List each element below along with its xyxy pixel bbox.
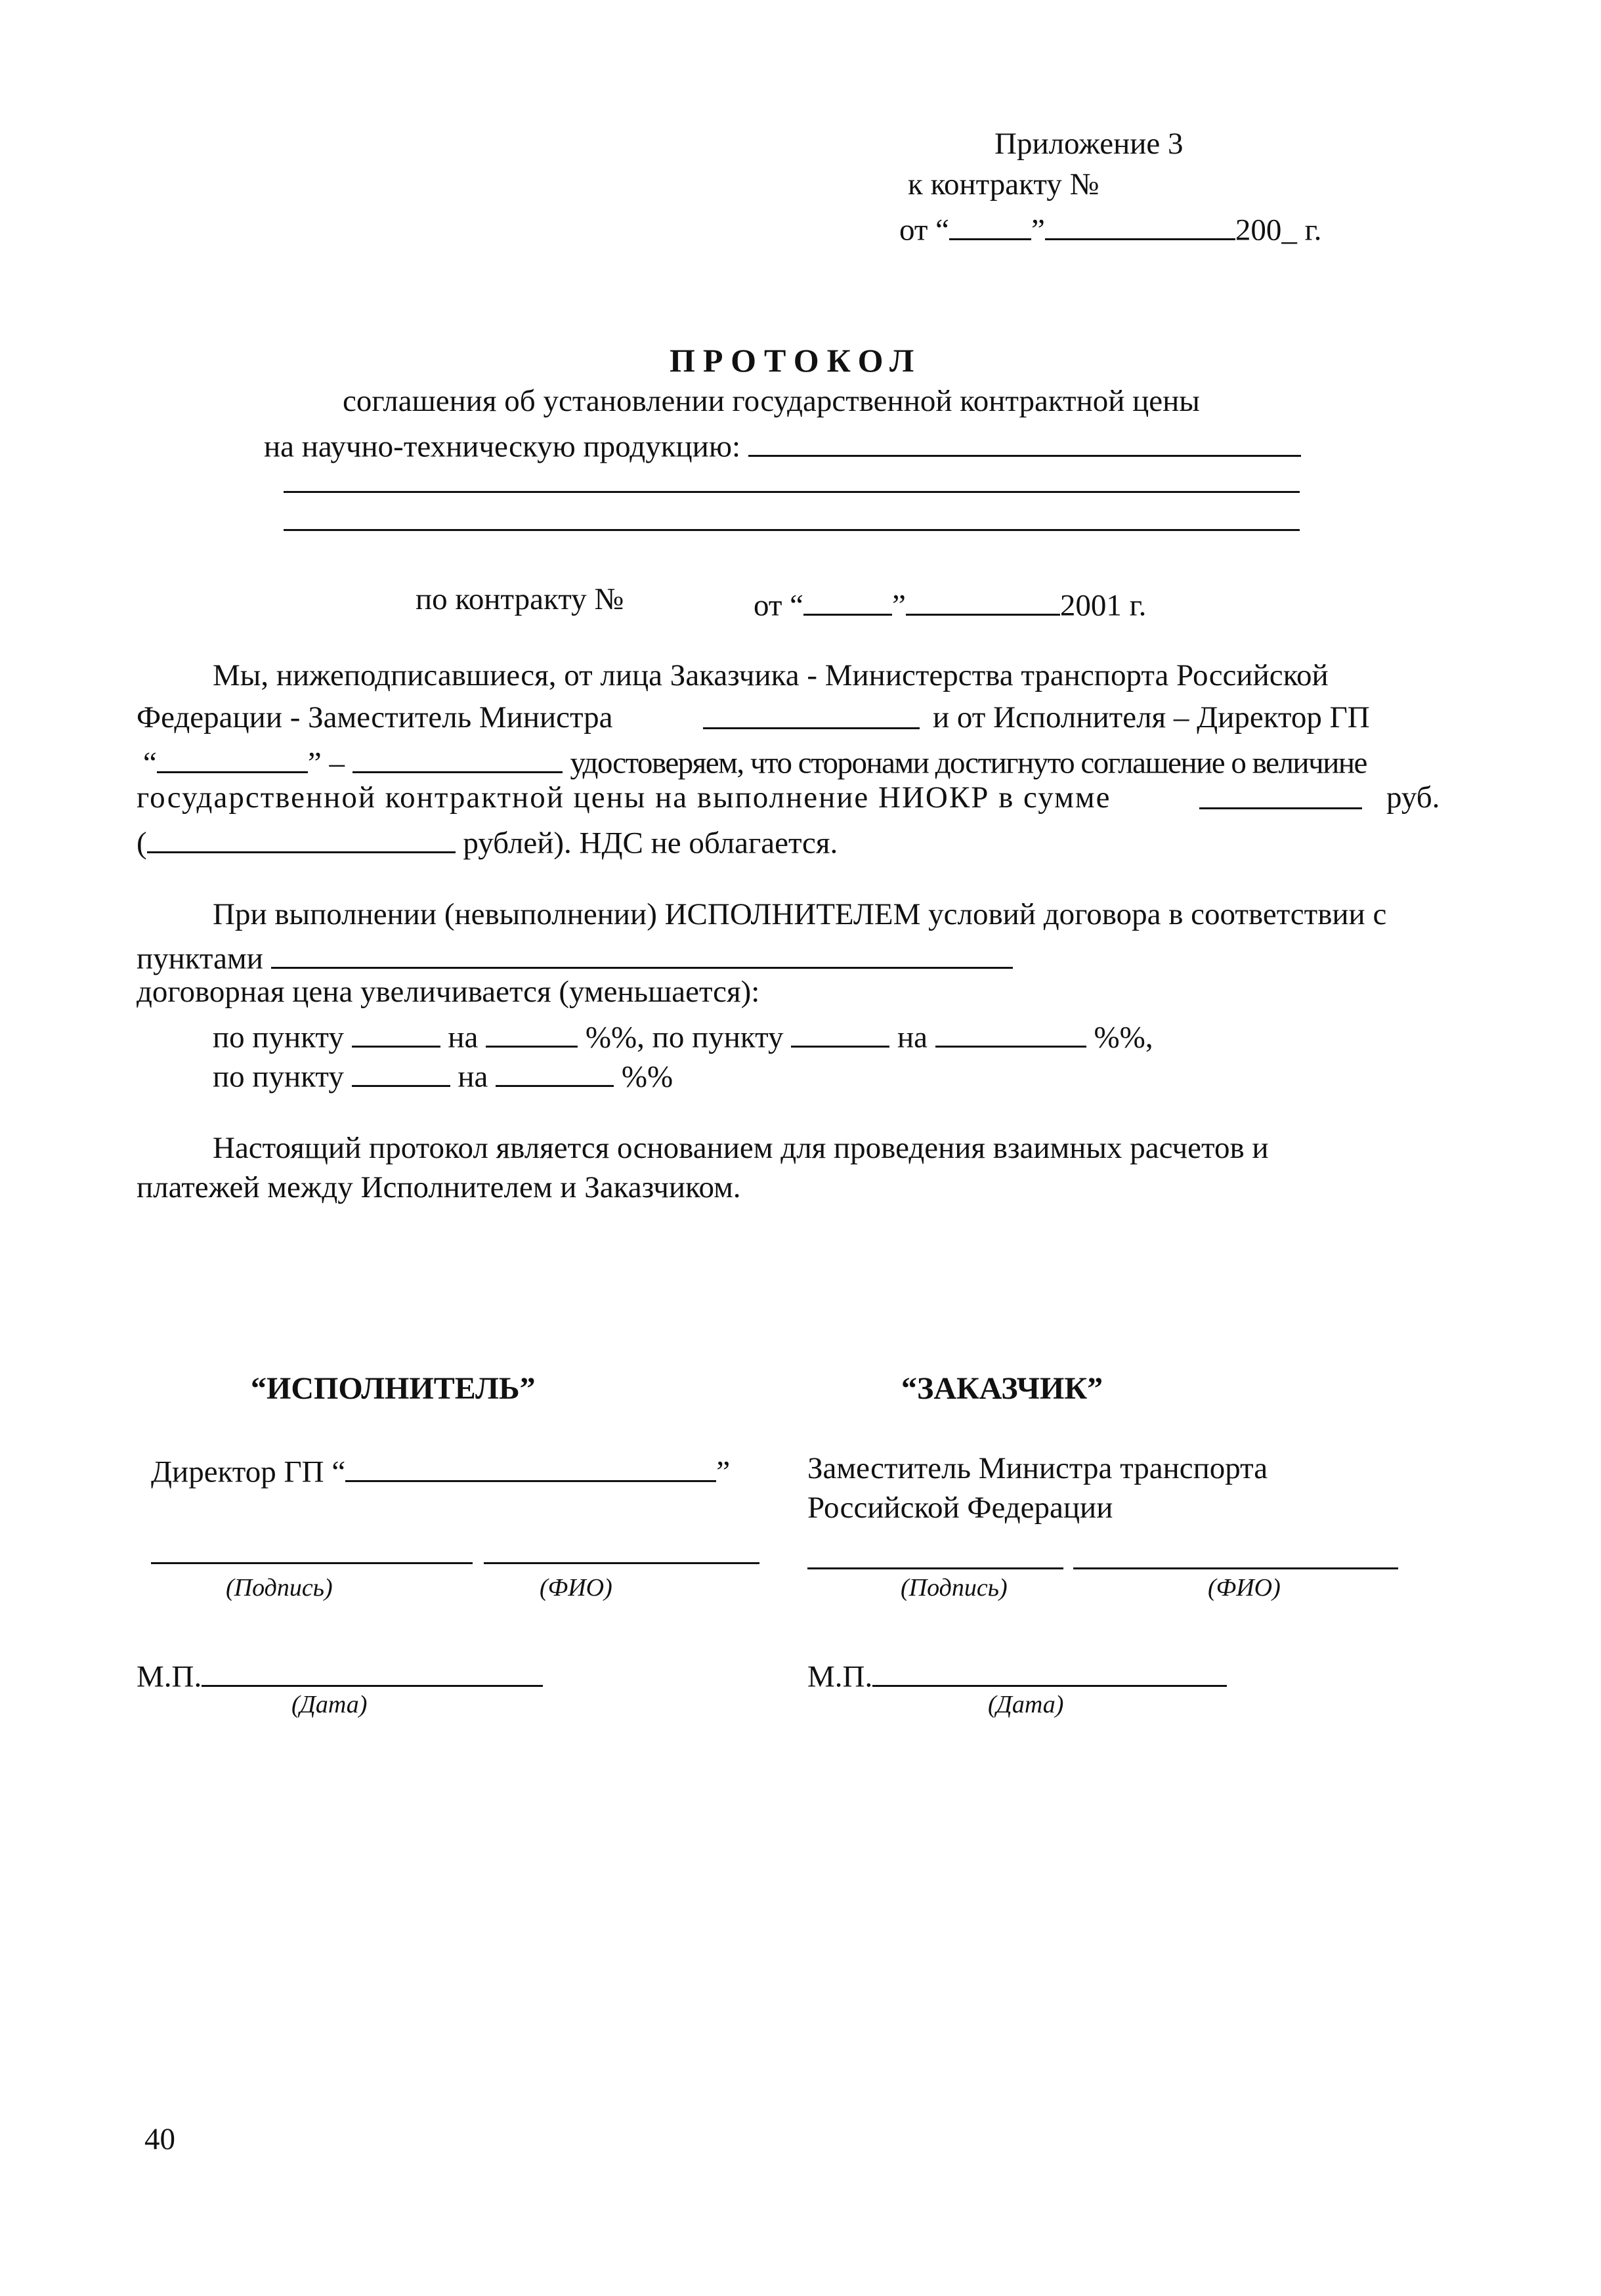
agreement-line-5: ( рублей). НДС не облагается. xyxy=(137,822,838,859)
executor-heading: “ИСПОЛНИТЕЛЬ” xyxy=(251,1371,536,1406)
agreement-line-4-b: руб. xyxy=(1386,780,1440,815)
agreement-line-3: “ ” – удостоверяем, что сторонами достигнуто соглашение о величине xyxy=(143,742,1367,779)
blank-sum-words[interactable] xyxy=(147,822,456,853)
appendix-date: от “ ” 200_ г. xyxy=(899,209,1321,246)
customer-signature-line[interactable] xyxy=(807,1567,1063,1569)
customer-heading: “ЗАКАЗЧИК” xyxy=(901,1371,1103,1406)
blank-deputy-minister[interactable] xyxy=(703,727,920,729)
agreement-line-1: Мы, нижеподписавшиеся, от лица Заказчика - Министерства транспорта Российской xyxy=(213,658,1329,692)
blank-customer-date[interactable] xyxy=(872,1655,1227,1687)
blank-percent-1[interactable] xyxy=(486,1016,578,1048)
contract-ref-date: от “ ” 2001 г. xyxy=(754,584,1146,622)
blank-product-line-2[interactable] xyxy=(284,491,1300,493)
blank-point-2[interactable] xyxy=(791,1016,889,1048)
conditions-line-3: договорная цена увеличивается (уменьшается): xyxy=(137,975,760,1009)
customer-name-line[interactable] xyxy=(1073,1567,1398,1569)
blank-percent-2[interactable] xyxy=(935,1016,1086,1048)
agreement-line-2-b: и от Исполнителя – Директор ГП xyxy=(933,700,1370,734)
basis-line-1: Настоящий протокол является основанием для проведения взаимных расчетов и xyxy=(213,1131,1269,1165)
conditions-line-2: пунктами xyxy=(137,937,1013,975)
agreement-line-4-a: государственной контрактной цены на выполнение НИОКР в сумме xyxy=(137,780,1111,815)
executor-position: Директор ГП “ ” xyxy=(151,1451,730,1488)
executor-date-caption: (Дата) xyxy=(291,1691,368,1718)
appendix-title: Приложение 3 xyxy=(994,127,1184,161)
customer-position-2: Российской Федерации xyxy=(807,1491,1113,1525)
customer-date-caption: (Дата) xyxy=(988,1691,1064,1718)
customer-signature-caption: (Подпись) xyxy=(901,1574,1008,1602)
protocol-subtitle: соглашения об установлении государственной контрактной цены xyxy=(343,384,1200,418)
executor-name-line[interactable] xyxy=(484,1562,759,1564)
blank-point-3[interactable] xyxy=(352,1055,450,1087)
page-number: 40 xyxy=(144,2122,175,2156)
conditions-row-1: по пункту на %%, по пункту на %%, xyxy=(213,1016,1153,1053)
customer-name-caption: (ФИО) xyxy=(1208,1574,1281,1602)
blank-points[interactable] xyxy=(271,937,1013,969)
conditions-row-2: по пункту на %% xyxy=(213,1055,673,1093)
agreement-line-2-a: Федерации - Заместитель Министра xyxy=(137,700,613,734)
blank-day[interactable] xyxy=(949,209,1031,240)
blank-sum[interactable] xyxy=(1199,807,1362,809)
conditions-line-1: При выполнении (невыполнении) ИСПОЛНИТЕЛЕМ условий договора в соответствии с xyxy=(213,897,1387,931)
blank-month[interactable] xyxy=(1045,209,1235,240)
blank-percent-3[interactable] xyxy=(496,1055,614,1087)
blank-director[interactable] xyxy=(352,742,563,773)
contract-ref-label: по контракту № xyxy=(416,582,624,616)
blank-executor-date[interactable] xyxy=(202,1655,543,1687)
executor-name-caption: (ФИО) xyxy=(540,1574,612,1602)
blank-product[interactable] xyxy=(748,425,1301,457)
blank-product-line-3[interactable] xyxy=(284,529,1300,531)
customer-position-1: Заместитель Министра транспорта xyxy=(807,1451,1268,1485)
blank-enterprise[interactable] xyxy=(157,742,308,773)
protocol-product: на научно-техническую продукцию: xyxy=(264,425,1301,463)
executor-signature-caption: (Подпись) xyxy=(226,1574,333,1602)
protocol-title: ПРОТОКОЛ xyxy=(670,342,922,379)
executor-signature-line[interactable] xyxy=(151,1562,473,1564)
blank-ref-month[interactable] xyxy=(906,584,1060,616)
blank-executor-enterprise[interactable] xyxy=(345,1451,716,1482)
customer-stamp: М.П. xyxy=(807,1655,1227,1693)
executor-stamp: М.П. xyxy=(137,1655,543,1693)
basis-line-2: платежей между Исполнителем и Заказчиком. xyxy=(137,1170,741,1204)
appendix-contract-label: к контракту № xyxy=(908,167,1099,202)
blank-point-1[interactable] xyxy=(352,1016,440,1048)
blank-ref-day[interactable] xyxy=(803,584,892,616)
